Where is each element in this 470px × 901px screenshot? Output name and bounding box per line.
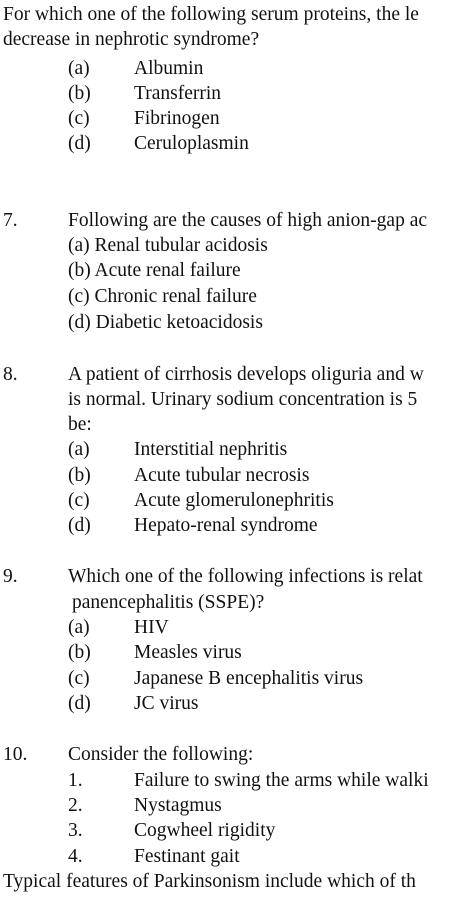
q9-option-a-text: HIV [134,617,169,638]
q8-option-c-text: Acute glomerulonephritis [134,490,334,511]
q10-number: 10. [3,744,28,765]
q10-item-3-text: Cogwheel rigidity [134,820,276,841]
q9-option-b-letter: (b) [68,642,91,663]
q8-stem-line-3: be: [68,414,92,435]
q6-stem-line-1: For which one of the following serum proteins, the le [3,4,419,25]
q6-option-c-text: Fibrinogen [134,108,220,129]
q10-item-4-number: 4. [68,846,83,867]
q9-option-c-text: Japanese B encephalitis virus [134,668,364,689]
q10-question: Typical features of Parkinsonism include which of th [3,871,416,892]
q8-option-c-letter: (c) [68,490,90,511]
q8-option-d-text: Hepato-renal syndrome [134,515,318,536]
q7-stem: Following are the causes of high anion-gap ac [68,210,428,231]
q8-stem-line-1: A patient of cirrhosis develops oliguria and w [68,364,424,385]
q10-item-4-text: Festinant gait [134,846,240,867]
q6-stem-line-2: decrease in nephrotic syndrome? [3,29,260,50]
q9-option-d-letter: (d) [68,693,91,714]
q9-number: 9. [3,566,18,587]
q8-option-b-letter: (b) [68,465,91,486]
q10-item-2-number: 2. [68,795,83,816]
q10-item-1-text: Failure to swing the arms while walki [134,770,429,791]
q8-stem-line-2: is normal. Urinary sodium concentration is 5 [68,389,418,410]
q9-option-d-text: JC virus [134,693,199,714]
q8-option-a-text: Interstitial nephritis [134,439,288,460]
q8-option-a-letter: (a) [68,439,90,460]
q10-item-1-number: 1. [68,770,83,791]
q6-option-b-letter: (b) [68,83,91,104]
q6-option-b-text: Transferrin [134,83,222,104]
q6-option-d-text: Ceruloplasmin [134,133,249,154]
q6-option-a-letter: (a) [68,58,90,79]
q7-option-d: (d) Diabetic ketoacidosis [68,312,263,333]
q7-option-a: (a) Renal tubular acidosis [68,235,268,256]
q8-option-d-letter: (d) [68,515,91,536]
q6-option-c-letter: (c) [68,108,90,129]
q10-item-2-text: Nystagmus [134,795,222,816]
q6-option-a-text: Albumin [134,58,204,79]
q9-option-b-text: Measles virus [134,642,242,663]
q10-stem: Consider the following: [68,744,254,765]
q9-stem-line-2: panencephalitis (SSPE)? [72,592,265,613]
q7-option-b: (b) Acute renal failure [68,260,241,281]
q9-option-c-letter: (c) [68,668,90,689]
q7-number: 7. [3,210,18,231]
q9-stem-line-1: Which one of the following infections is relat [68,566,423,587]
q8-number: 8. [3,364,18,385]
q6-option-d-letter: (d) [68,133,91,154]
q9-option-a-letter: (a) [68,617,90,638]
q8-option-b-text: Acute tubular necrosis [134,465,310,486]
q10-item-3-number: 3. [68,820,83,841]
q7-option-c: (c) Chronic renal failure [68,286,257,307]
